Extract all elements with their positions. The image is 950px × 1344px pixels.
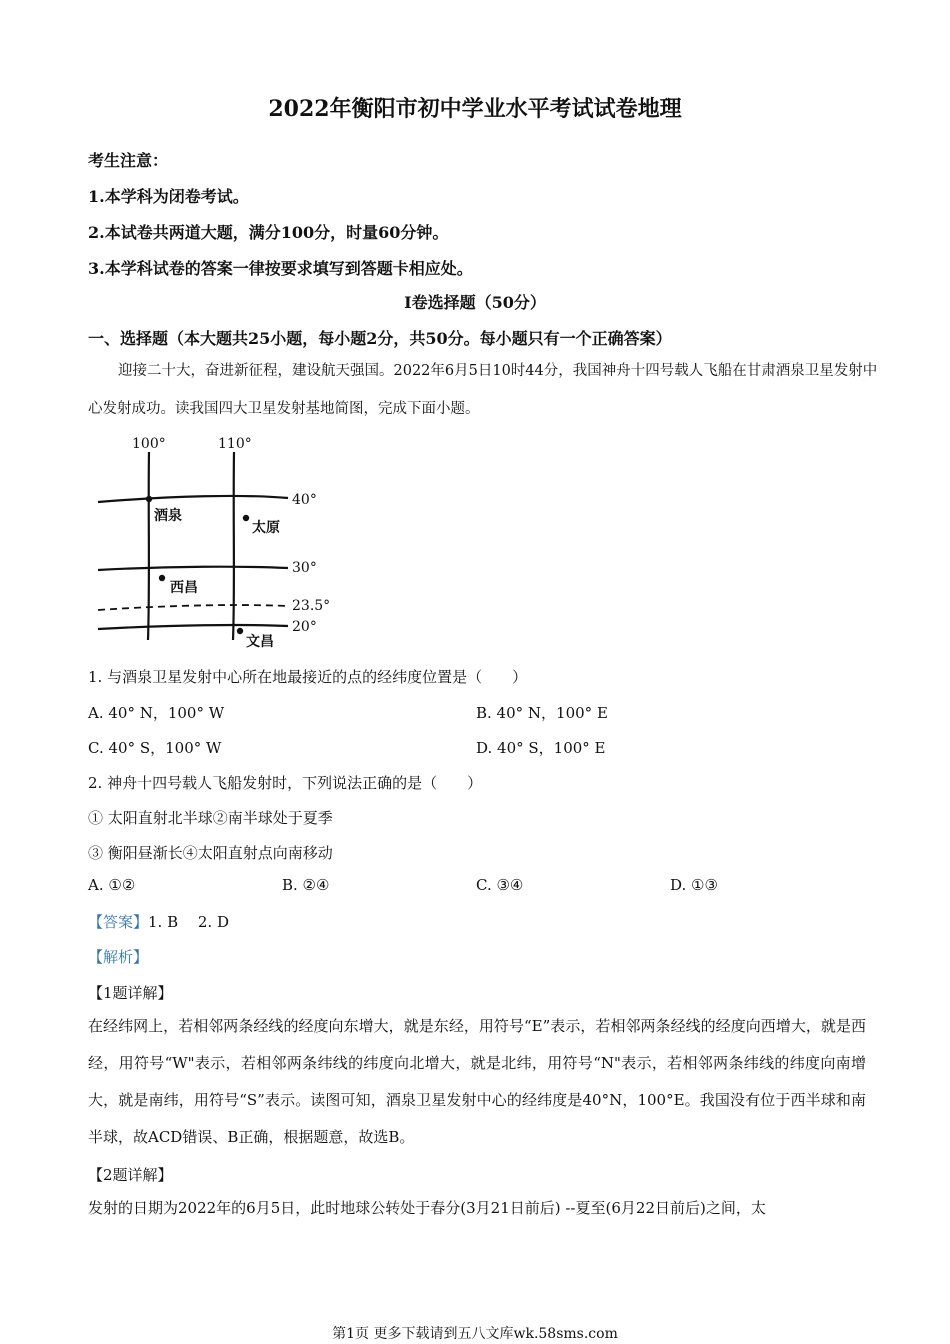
lon-label: 100°: [132, 436, 166, 452]
question-2-statements: ③ 衡阳昼渐长④太阳直射点向南移动: [88, 844, 333, 862]
section-title: I卷选择题（50分）: [404, 293, 546, 312]
meridian-110: [233, 452, 234, 640]
page-title: 2022年衡阳市初中学业水平考试试卷地理: [268, 96, 682, 122]
lat-label: 23.5°: [292, 598, 331, 614]
question-2-statements: ① 太阳直射北半球②南半球处于夏季: [88, 809, 333, 827]
answer-tag: 【答案】: [88, 913, 149, 931]
launch-base-map: [92, 428, 352, 654]
question-1-option-a: A. 40° N，100° W: [88, 704, 225, 722]
question-1-option-b: B. 40° N，100° E: [476, 704, 608, 722]
detail-1-heading: 【1题详解】: [88, 984, 173, 1002]
question-2-option-d: D. ①③: [670, 876, 718, 894]
notice-item: 1.本学科为闭卷考试。: [88, 187, 249, 206]
question-1-option-c: C. 40° S，100° W: [88, 739, 222, 757]
lat-label: 40°: [292, 492, 317, 508]
analysis-tag: 【解析】: [88, 948, 149, 966]
notice-item: 2.本试卷共两道大题，满分100分，时量60分钟。: [88, 223, 449, 242]
part-title: 一、选择题（本大题共25小题，每小题2分，共50分。每小题只有一个正确答案）: [88, 329, 672, 348]
place-label-jiuquan: 酒泉: [154, 508, 182, 524]
answer-line: [88, 911, 229, 932]
notice-item: 3.本学科试卷的答案一律按要求填写到答题卡相应处。: [88, 259, 473, 278]
place-label-wenchang: 文昌: [246, 634, 274, 650]
question-2-option-c: C. ③④: [476, 876, 524, 894]
place-label-taiyuan: 太原: [252, 520, 280, 536]
intro-paragraph: 迎接二十大，奋进新征程，建设航天强国。2022年6月5日10时44分，我国神舟十四号载人飞船在甘肃酒泉卫星发射中心发射成功。读我国四大卫星发射基地简图，完成下面小题。: [88, 363, 878, 417]
wenchang-dot: [237, 628, 243, 634]
question-2-option-a: A. ①②: [88, 876, 136, 894]
question-2-option-b: B. ②④: [282, 876, 330, 894]
question-1-option-d: D. 40° S，100° E: [476, 739, 606, 757]
answer-text: 1. B 2. D: [148, 913, 229, 931]
jiuquan-dot: [146, 496, 152, 502]
taiyuan-dot: [243, 515, 249, 521]
question-2-stem: 2. 神舟十四号载人飞船发射时，下列说法正确的是（ ）: [88, 774, 483, 792]
place-label-xichang: 西昌: [170, 580, 198, 596]
question-1-stem: 1. 与酒泉卫星发射中心所在地最接近的点的经纬度位置是（ ）: [88, 668, 528, 686]
xichang-dot: [159, 575, 165, 581]
parallel-30: [98, 567, 288, 570]
lat-label: 30°: [292, 560, 317, 576]
parallel-20: [98, 625, 288, 629]
detail-2-heading: 【2题详解】: [88, 1166, 173, 1184]
lon-label: 110°: [218, 436, 252, 452]
page-footer: 第1页 更多下载请到五八文库wk.58sms.com: [332, 1326, 618, 1342]
meridian-100: [148, 452, 149, 640]
notice-heading: 考生注意：: [88, 151, 169, 170]
lat-label: 20°: [292, 619, 317, 635]
detail-2-text: 发射的日期为2022年的6月5日，此时地球公转处于春分(3月21日前后) --夏至(6月22日前后)之间，太: [88, 1199, 766, 1217]
tropic-of-cancer: [98, 605, 288, 610]
parallel-40: [98, 496, 288, 502]
detail-1-text: 在经纬网上，若相邻两条经线的经度向东增大，就是东经，用符号“E”表示，若相邻两条经线的经度向西增大，就是西经，用符号“W"表示，若相邻两条纬线的纬度向北增大，就是北纬，用符号“N"表示，若相邻两条纬线的纬度向南增大，就是南纬，用符号“S”表示。读图可知，酒泉卫星发射中心的经纬度是40°N，100°E。我国没有位于西半球和南半球，故ACD错误、B正确，根据题意，故选B。: [88, 1017, 866, 1146]
